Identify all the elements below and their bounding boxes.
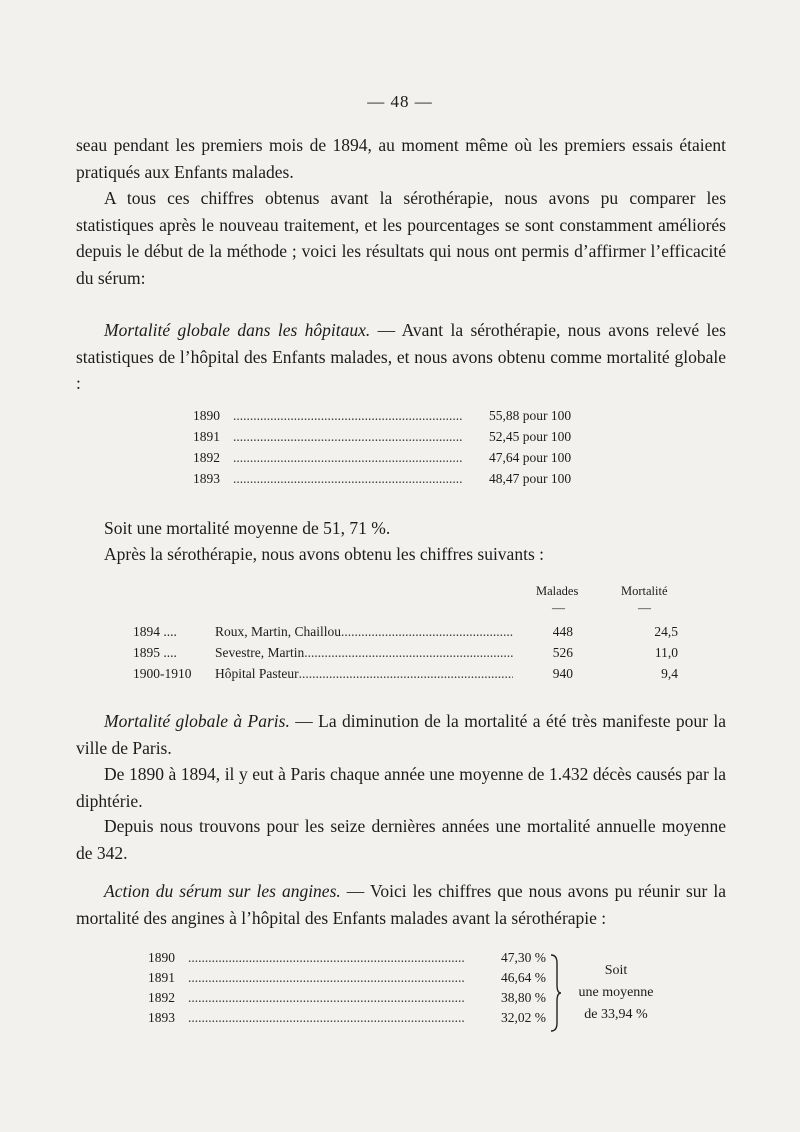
value-cell: 52,45 pour 100 <box>489 429 572 444</box>
section-heading: Mortalité globale à Paris. <box>104 711 290 731</box>
paragraph-hospital-mortality <box>76 317 726 397</box>
leader-dots <box>188 950 464 966</box>
table-row <box>133 666 678 682</box>
note-line: Soit <box>604 963 628 978</box>
year-cell: 1893 <box>148 1010 175 1025</box>
table-row <box>148 950 546 966</box>
source-cell: Sevestre, Martin <box>215 645 305 660</box>
value-cell: 47,30 % <box>501 950 546 965</box>
source-cell: Roux, Martin, Chaillou <box>215 624 341 639</box>
value-cell: 32,02 % <box>501 1010 546 1025</box>
page-number: — 48 — <box>367 92 433 111</box>
paragraph-angines <box>76 878 726 931</box>
malades-cell: 940 <box>552 666 573 681</box>
mortalite-cell: 24,5 <box>654 624 678 639</box>
malades-cell: 526 <box>552 645 573 660</box>
table-row <box>148 1010 546 1026</box>
leader-dots <box>188 970 464 986</box>
table-row <box>193 471 599 487</box>
year-cell: 1890 <box>193 408 220 423</box>
leader-dots <box>233 429 463 445</box>
paragraph-text: — Voici les chiffres que nous avons pu réunir sur la mortalité des angines à l’hôpital des Enfants malades avant la sérothérapie : <box>76 881 726 928</box>
paragraph-average <box>76 515 726 542</box>
section-heading: Mortalité globale dans les hôpitaux. <box>104 320 371 340</box>
leader-dots <box>188 990 464 1006</box>
year-cell: 1892 <box>148 990 175 1005</box>
paragraph-text: — Avant la sérothérapie, nous avons relevé les statistiques de l’hôpital des Enfants malades, et nous avons obtenu comme mortalité globale : <box>76 320 726 393</box>
mortalite-cell: 11,0 <box>654 645 678 660</box>
average-note <box>566 960 666 1026</box>
paragraph-paris-later <box>76 813 726 866</box>
paragraph-paris-mortality <box>76 708 726 761</box>
paragraph-text: Après la sérothérapie, nous avons obtenu les chiffres suivants : <box>104 544 544 564</box>
leader-dots <box>233 471 463 487</box>
value-cell: 47,64 pour 100 <box>489 450 572 465</box>
paragraph-after-serum <box>76 541 726 568</box>
year-cell: 1893 <box>193 471 220 486</box>
paragraph-text: A tous ces chiffres obtenus avant la sérothérapie, nous avons pu comparer les statistiques après le nouveau traitement, et les pourcentages se sont constamment améliorés depuis le début de la méthode ; voici les résultats qui nous ont permis d’affirmer l’efficacité du sérum: <box>76 188 726 288</box>
leader-dots <box>188 1010 464 1026</box>
period-cell: 1894 .... <box>133 624 177 639</box>
value-cell: 48,47 pour 100 <box>489 471 572 486</box>
leader-dots <box>233 408 463 424</box>
year-cell: 1892 <box>193 450 220 465</box>
note-line: une moyenne <box>578 985 654 1000</box>
paragraph-text: Soit une mortalité moyenne de 51, 71 %. <box>104 518 391 538</box>
paragraph-comparison <box>76 185 726 291</box>
table-row <box>193 450 599 466</box>
leader-dots <box>341 624 513 640</box>
value-cell: 55,88 pour 100 <box>489 408 572 423</box>
year-cell: 1891 <box>193 429 220 444</box>
value-cell: 38,80 % <box>501 990 546 1005</box>
table-row <box>133 645 678 661</box>
year-cell: 1891 <box>148 970 175 985</box>
mortalite-cell: 9,4 <box>661 666 678 681</box>
note-line: de 33,94 % <box>584 1007 648 1022</box>
paragraph-text: seau pendant les premiers mois de 1894, au moment même où les premiers essais étaient pratiqués aux Enfants malades. <box>76 135 726 182</box>
leader-dots <box>233 450 463 466</box>
malades-cell: 448 <box>552 624 573 639</box>
column-dash: — <box>552 600 565 615</box>
paragraph-paris-1890 <box>76 761 726 814</box>
curly-brace <box>548 953 562 1033</box>
table-row <box>193 429 599 445</box>
column-dash: — <box>638 600 651 615</box>
leader-dots <box>299 666 513 682</box>
source-cell: Hôpital Pasteur <box>215 666 299 681</box>
value-cell: 46,64 % <box>501 970 546 985</box>
table-row <box>133 624 678 640</box>
paragraph-continuation <box>76 132 726 185</box>
period-cell: 1900-1910 <box>133 666 192 681</box>
period-cell: 1895 .... <box>133 645 177 660</box>
paragraph-text: — La diminution de la mortalité a été très manifeste pour la ville de Paris. <box>76 711 726 758</box>
paragraph-text: De 1890 à 1894, il y eut à Paris chaque année une moyenne de 1.432 décès causés par la diphtérie. <box>76 764 726 811</box>
table-row <box>193 408 599 424</box>
table-row <box>148 990 546 1006</box>
year-cell: 1890 <box>148 950 175 965</box>
section-heading: Action du sérum sur les angines. <box>104 881 341 901</box>
column-header-mortalite: Mortalité <box>621 584 668 598</box>
leader-dots <box>304 645 513 661</box>
column-header-malades: Malades <box>536 584 579 598</box>
table-row <box>148 970 546 986</box>
paragraph-text: Depuis nous trouvons pour les seize dernières années une mortalité annuelle moyenne de 342. <box>76 816 726 863</box>
